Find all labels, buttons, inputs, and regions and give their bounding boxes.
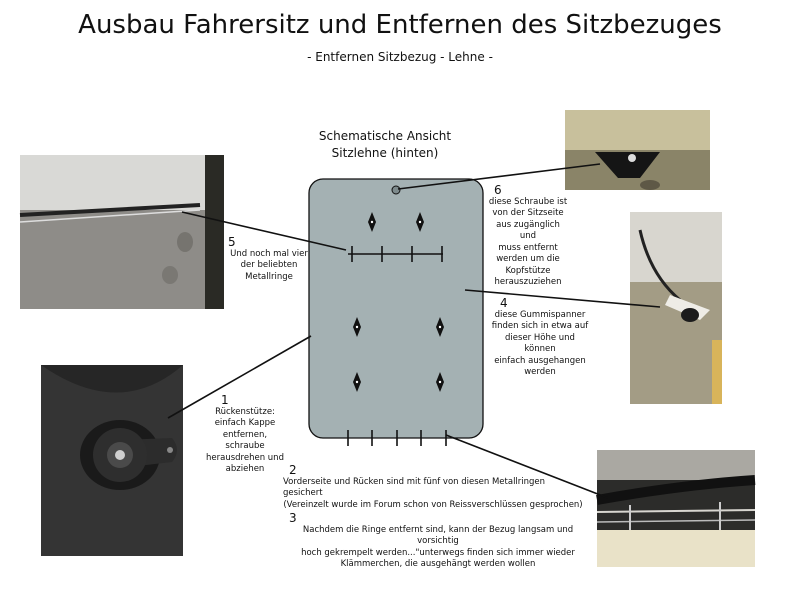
note-6-line: Kopfstütze (505, 265, 551, 276)
photo-top-right-screw (565, 110, 710, 190)
note-6 (488, 185, 568, 289)
note-4-line: einfach ausgehangen (494, 355, 586, 366)
schematic-title-line1: Schematische Ansicht (318, 129, 452, 143)
note-4-line: werden (524, 367, 556, 377)
page-subtitle: - Entfernen Sitzbezug - Lehne - (307, 50, 493, 64)
note-5-line: der beliebten (240, 260, 298, 270)
note-6-line: von der Sitzseite (492, 208, 564, 218)
note-3-line: Klämmerchen, die ausgehängt werden wollen (340, 559, 536, 569)
page-title: Ausbau Fahrersitz und Entfernen des Sitzbezuges (78, 10, 722, 40)
note-5-line: Und noch mal vier (230, 248, 308, 259)
note-1 (205, 395, 285, 476)
note-3-line: hoch gekrempelt werden..."unterwegs finden sich immer wieder (301, 547, 575, 558)
note-1-line: schraube (225, 441, 265, 451)
note-2-number: 2 (289, 463, 297, 477)
note-6-line: muss entfernt (498, 242, 558, 253)
note-2 (283, 465, 583, 511)
photo-right-rubber-tensioner (630, 212, 722, 404)
note-3 (283, 513, 593, 571)
note-6-line: aus zugänglich und (496, 219, 560, 241)
note-6-number: 6 (494, 183, 502, 197)
note-1-line: abziehen (225, 464, 265, 474)
note-6-line: herauszuziehen (494, 277, 562, 287)
note-5-line: Metallringe (245, 271, 293, 282)
note-5 (228, 237, 310, 283)
note-1-line: einfach Kappe (214, 418, 276, 428)
note-6-line: werden um die (496, 254, 560, 264)
note-6-line: diese Schraube ist (488, 196, 568, 207)
note-2-line: (Vereinzelt wurde im Forum schon von Reissverschlüssen gesprochen) (283, 499, 583, 510)
note-1-line: herausdrehen und (206, 452, 284, 463)
photo-bottom-right-rings (597, 450, 755, 567)
note-1-number: 1 (221, 393, 229, 407)
note-5-number: 5 (228, 235, 236, 249)
seat-back-schematic (309, 179, 483, 446)
photo-top-left (20, 155, 224, 309)
note-2-line: Vorderseite und Rücken sind mit fünf von diesen Metallringen gesichert (283, 476, 546, 498)
note-4-number: 4 (500, 296, 508, 310)
schematic-title-line2: Sitzlehne (hinten) (331, 146, 439, 160)
note-1-line: entfernen, (222, 429, 268, 440)
note-3-line: Nachdem die Ringe entfernt sind, kann der Bezug langsam und vorsichtig (302, 524, 574, 546)
note-4-line: diese Gummispanner (494, 309, 586, 320)
note-4-line: finden sich in etwa auf (491, 321, 589, 331)
note-3-number: 3 (289, 511, 297, 525)
note-1-line: Rückenstütze: (215, 406, 275, 417)
note-4-line: dieser Höhe und können (505, 332, 575, 354)
note-4 (490, 298, 590, 379)
photo-left-headrest-support (41, 365, 183, 556)
